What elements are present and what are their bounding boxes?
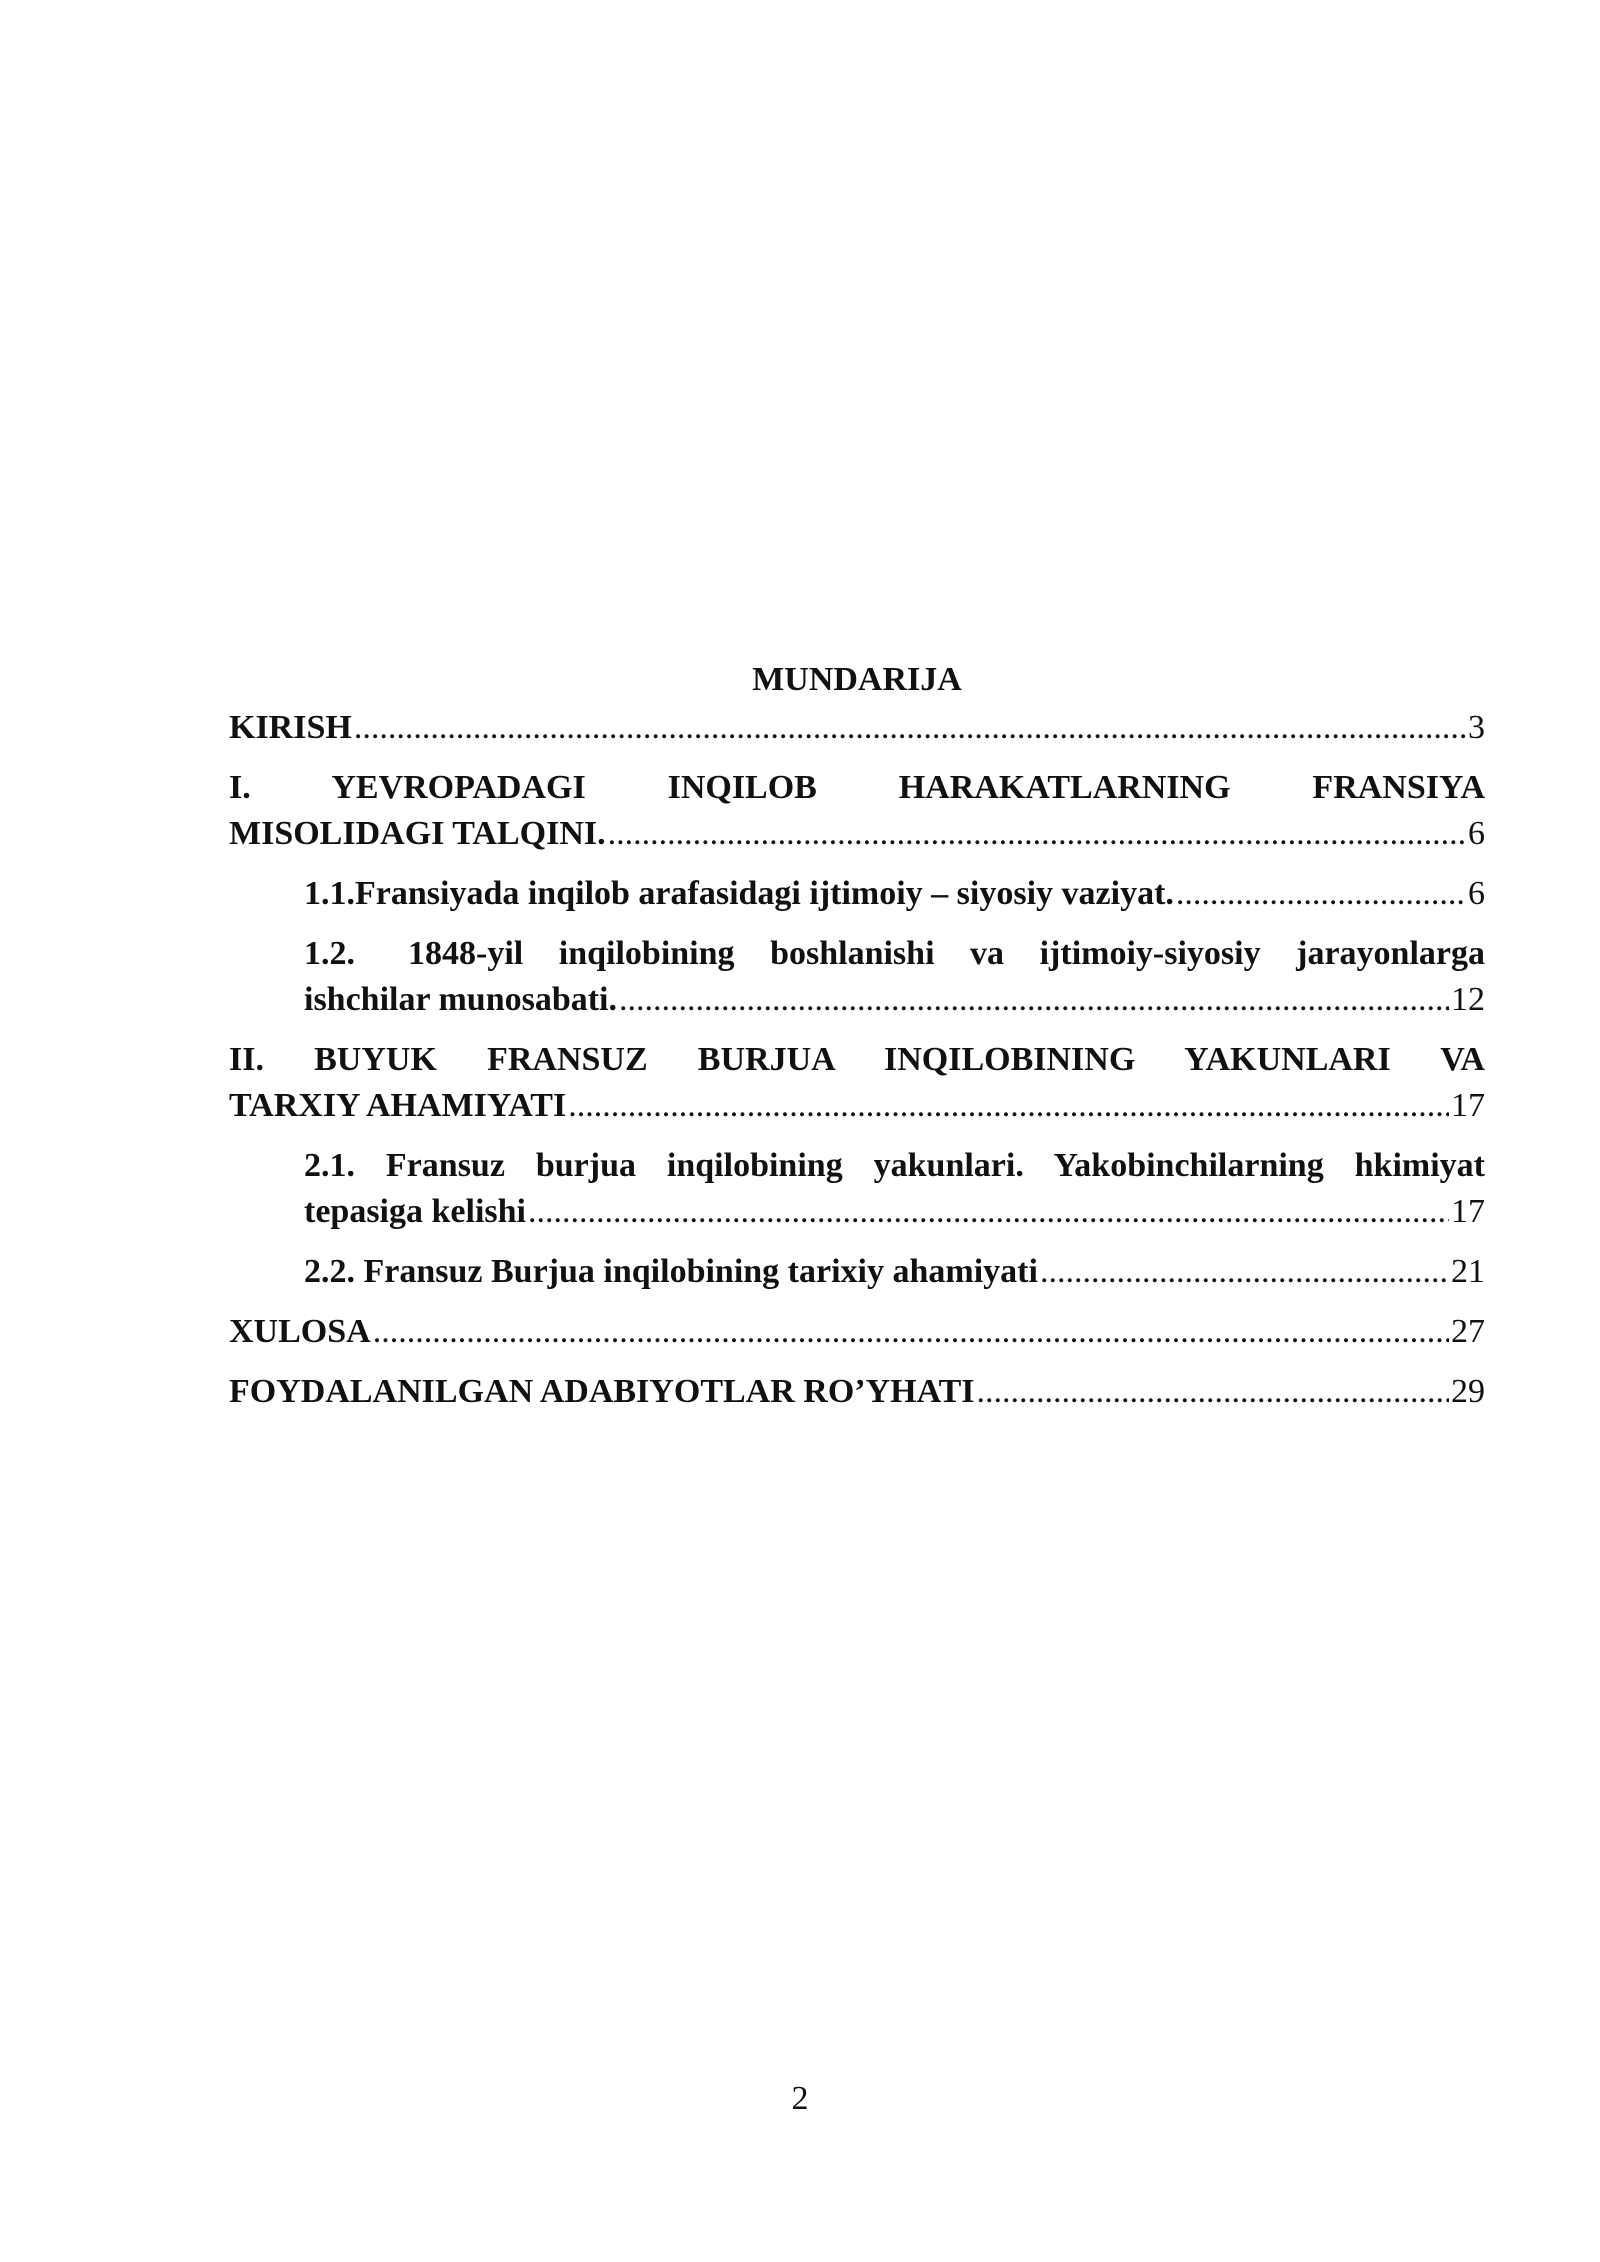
dot-leader xyxy=(1040,1249,1449,1295)
table-of-contents xyxy=(229,657,1485,1429)
dot-leader xyxy=(1176,871,1466,917)
page-number: 2 xyxy=(791,2080,809,2117)
toc-entry-xulosa[interactable] xyxy=(229,1309,1485,1355)
dot-leader xyxy=(977,1369,1449,1415)
toc-entry-chapter-2[interactable] xyxy=(229,1037,1485,1129)
toc-entry-title: FOYDALANILGAN ADABIYOTLAR RO’YHATI xyxy=(229,1373,975,1410)
toc-page-number: 17 xyxy=(1451,1087,1485,1124)
toc-entry-title: XULOSA xyxy=(229,1313,371,1350)
toc-entry-section-1-1[interactable] xyxy=(229,871,1485,917)
toc-page-number: 3 xyxy=(1468,709,1485,746)
dot-leader xyxy=(354,705,1466,751)
toc-entry-section-2-1[interactable] xyxy=(229,1143,1485,1235)
toc-entry-title-line1: II. BUYUK FRANSUZ BURJUA INQILOBINING YAKUNLARI VA xyxy=(229,1041,1485,1078)
toc-entry-title: 2.2. Fransuz Burjua inqilobining tarixiy ahamiyati xyxy=(304,1253,1038,1290)
toc-page-number: 12 xyxy=(1451,981,1485,1018)
dot-leader xyxy=(608,811,1466,857)
toc-entry-title-line2: tepasiga kelishi xyxy=(304,1193,526,1230)
toc-entry-adabiyotlar[interactable] xyxy=(229,1369,1485,1415)
dot-leader xyxy=(373,1309,1449,1355)
toc-page-number: 17 xyxy=(1451,1193,1485,1230)
toc-page-number: 27 xyxy=(1451,1313,1485,1350)
toc-entry-title-line2: MISOLIDAGI TALQINI. xyxy=(229,815,606,852)
toc-entry-title-line1: 1848-yil inqilobining boshlanishi va ijtimoiy-siyosiy jarayonlarga xyxy=(408,935,1485,972)
toc-entry-title: Fransiyada inqilob arafasidagi ijtimoiy – siyosiy vaziyat. xyxy=(355,875,1174,912)
toc-entry-chapter-1[interactable] xyxy=(229,765,1485,857)
toc-entry-title: KIRISH xyxy=(229,709,352,746)
toc-page-number: 6 xyxy=(1468,875,1485,912)
toc-entry-kirish[interactable] xyxy=(229,705,1485,751)
toc-section-number: 1.1. xyxy=(304,875,355,912)
dot-leader xyxy=(619,977,1449,1023)
toc-entry-title-line1: 2.1. Fransuz burjua inqilobining yakunlari. Yakobinchilarning hkimiyat xyxy=(304,1147,1485,1184)
toc-title: MUNDARIJA xyxy=(752,661,962,698)
toc-entry-title-line1: I. YEVROPADAGI INQILOB HARAKATLARNING FRANSIYA xyxy=(229,769,1485,806)
dot-leader xyxy=(568,1083,1449,1129)
toc-entry-section-1-2[interactable] xyxy=(229,931,1485,1023)
toc-page-number: 21 xyxy=(1451,1253,1485,1290)
toc-entry-title-line2: ishchilar munosabati. xyxy=(304,981,618,1018)
toc-page-number: 6 xyxy=(1468,815,1485,852)
toc-section-number: 1.2. xyxy=(304,935,355,972)
toc-page-number: 29 xyxy=(1451,1373,1485,1410)
toc-entry-title-line2: TARXIY AHAMIYATI xyxy=(229,1087,567,1124)
dot-leader xyxy=(528,1189,1449,1235)
toc-entry-section-2-2[interactable] xyxy=(229,1249,1485,1295)
